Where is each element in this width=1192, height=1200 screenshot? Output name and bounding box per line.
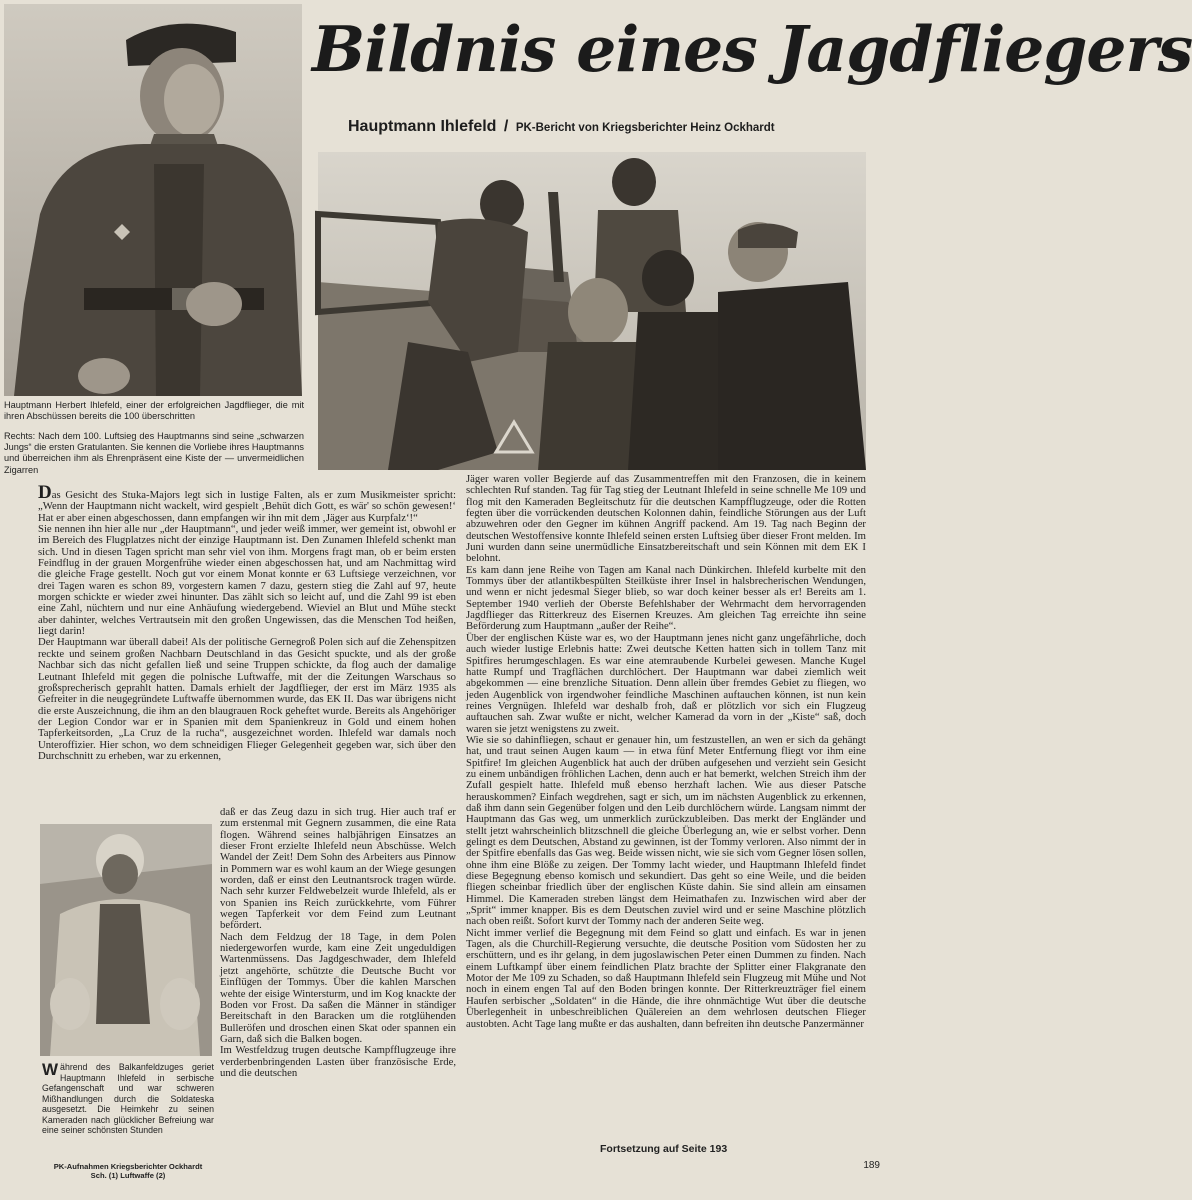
article-column-left-narrow xyxy=(220,807,456,1079)
paragraph: Nach dem Feldzug der 18 Tage, in dem Polen niedergeworfen wurde, kam eine Zeit ungeduldigen Wartenmüssens. Das Jagdgeschwader, dem Ihlefeld jetzt angehörte, schützte die Deutsche Bucht vor Einflügen der Tommys. Über die kahlen Marschen wehte der eisige Wintersturm, und im Kog knackte der Boden vor Frost. Da saßen die Männer in ständiger Bereitschaft in den Baracken um die rotglühenden Bulleröfen und droschen einen Skat oder spannen ein Garn, daß sich die Balken bogen. xyxy=(220,930,456,1045)
paragraph: Im Westfeldzug trugen deutsche Kampfflugzeuge ihre verderbenbringenden Lasten über französische Erde, und die deutschen xyxy=(220,1044,456,1079)
caption-initial: W xyxy=(42,1060,59,1079)
subtitle-separator: / xyxy=(503,118,509,135)
photo-credit xyxy=(42,1162,214,1180)
pilot-photo xyxy=(40,824,212,1056)
group-photo-caption: Rechts: Nach dem 100. Luftsieg des Hauptmanns sind seine „schwarzen Jungs“ die ersten Gratulanten. Sie kennen die Vorliebe ihres Hauptmanns und überreichen ihm als Ehrenpräsent eine Kiste der — unvermeidlichen Zigarren xyxy=(4,431,304,475)
photo-credit-line: Sch. (1) Luftwaffe (2) xyxy=(90,1171,166,1180)
article-column-left xyxy=(38,482,456,762)
pilot-photo-caption xyxy=(42,1062,214,1136)
group-photo xyxy=(318,152,866,470)
paragraph: Über der englischen Küste war es, wo der Hauptmann jenes nicht ganz ungefährliche, doch auch wieder lustige Erlebnis hatte: Zwei deutsche Ketten hatten sich in tollem Tanz mit Spitfires herumgeschlagen. Es war eine atemraubende Kurbelei gewesen. Manche Kugel hatte Rumpf und Tragflächen durchlöchert. Der Hauptmann war dabei ziemlich weit abgekommen — eine brenzliche Situation. Denn allein über fremdes Gebiet zu fliegen, wo jeden Augenblick von irgendwoher feindliche Maschinen auftauchen können, ist nun kein reines Vergnügen. Ihlefeld war deshalb froh, daß er plötzlich vor sich ein Flugzeug auftauchen sah. Zwar wußte er nicht, welcher Kamerad da vorn in der „Kiste“ saß, doch waren sie jetzt wenigstens zu zweit. xyxy=(466,631,866,735)
paragraph: Wie sie so dahinfliegen, schaut er genauer hin, um festzustellen, an wen er sich da gehängt hat, und traut seinen Augen kaum — in etwa fünf Meter Entfernung fliegt vor ihm eine Spitfire! Im gleichen Augenblick hat auch der drüben aufgesehen und verzieht sein Gesicht zu einem unbändigen fröhlichen Lachen, denn auch er hat bemerkt, welchen Streich ihm der Zufall gespielt hatte. Ihlefeld muß ebenso herzhaft lachen. Wie aus dieser Patsche herauskommen? Einfach wegdrehen, sagt er sich, um im nächsten Augenblick zu erkennen, daß ihm dann sein Gegenüber folgen und den Leib durchlöchern würde. Langsam nimmt der Hauptmann das Gas weg, um unmerklich zurückzubleiben. Das merkt der Engländer und stellt jetzt wahrscheinlich blitzschnell die gleiche Überlegung an, wie er selbst vorher. Denn gelingt es dem Deutschen, Abstand zu gewinnen, ist der Tommy verloren. Also nimmt der in der Spitfire ebenfalls das Gas weg. Beide wissen nicht, wie sie sich vom Gegner lösen sollen, ohne ihm eine Blöße zu zeigen. Der Tommy lacht wieder, und Hauptmann Ihlefeld findet diese Begegnung ebenso komisch und sekundiert. Das geht so eine Weile, und die beiden fliegen scheinbar friedlich über der englischen Küste dahin. Sie sind allein am einsamen Himmel. Die Kameraden streben längst dem Heimathafen zu. Inzwischen wird aber der „Sprit“ immer knapper. Bis es dem Deutschen zuviel wird und er seine Maschine plötzlich nach oben reißt. Sofort kurvt der Tommy nach der anderen Seite weg. xyxy=(466,733,866,928)
portrait-photo xyxy=(4,4,302,396)
portrait-caption: Hauptmann Herbert Ihlefeld, einer der erfolgreichen Jagdflieger, die mit ihren Abschüssen bereits die 100 überschritten xyxy=(4,400,304,422)
photo-credit-line: PK-Aufnahmen Kriegsberichter Ockhardt xyxy=(53,1162,203,1171)
caption-text: ährend des Balkanfeldzuges geriet Hauptmann Ihlefeld in serbische Gefangenschaft und war schweren Mißhandlungen durch die Soldateska ausgesetzt. Die Heimkehr zu seinen Kameraden nach glücklicher Befreiung war eine seiner schönsten Stunden xyxy=(42,1062,214,1135)
paragraph: daß er das Zeug dazu in sich trug. Hier auch traf er zum erstenmal mit Gegnern zusammen, die eine Rata flogen. Während seines halbjährigen Einsatzes an dieser Front erzielte Ihlefeld neun Abschüsse. Welch Wandel der Zeit! Dem Sohn des Arbeiters aus Pinnow in Pommern war es wohl kaum an der Wiege gesungen worden, daß er einst den Leutnantsrock tragen würde. Nach sehr kurzer Feldwebelzeit wurde Ihlefeld, als er von Spanien ins Reich zurückkehrte, vom Führer wegen Tapferkeit vor dem Feind zum Leutnant befördert. xyxy=(220,806,456,932)
paragraph: Nicht immer verlief die Begegnung mit dem Feind so glatt und einfach. Es war in jenen Tagen, als die Churchill-Regierung versuchte, die deutsche Position vom Südosten her zu erschüttern, und es ihr gelang, in dem jugoslawischen Peter einen Dummen zu finden. Nach einem Luftkampf über einem feindlichen Platz brachte der Splitter einer Flakgranate den Motor der Me 109 zu Schaden, so daß Hauptmann Ihlefeld sein Flugzeug mit Mühe und Not noch in einem engen Tal auf den Boden bringen konnte. Der Ritterkreuzträger fiel einem Haufen serbischer „Soldaten“ in die Hände, die ihre ohnmächtige Wut über die deutsche Überlegenheit in unbeschreiblichen Quälereien an dem wehrlosen deutschen Flieger austobten. Acht Tage lang mußte er das aushalten, dann befreiten ihn deutsche Panzermänner xyxy=(466,926,866,1030)
page-number: 189 xyxy=(863,1160,880,1171)
continuation-note: Fortsetzung auf Seite 193 xyxy=(600,1143,728,1155)
subtitle-name: Hauptmann Ihlefeld xyxy=(348,118,497,135)
subtitle-byline: PK-Bericht von Kriegsberichter Heinz Ockhardt xyxy=(515,122,775,134)
paragraph-text: as Gesicht des Stuka-Majors legt sich in lustige Falten, als er zum Musikmeister spricht: „Wenn der Hauptmann nicht wackelt, wird gespielt ‚Behüt dich Gott, es wär' so schön gewesen!‘ Hat er aber einen abgeschossen, dann empfangen wir ihn mit dem ‚Jäger aus Kurpfalz‘!“ xyxy=(38,489,456,524)
paragraph: Jäger waren voller Begierde auf das Zusammentreffen mit den Franzosen, die in keinem schlechten Ruf standen. Tag für Tag stieg der Leutnant Ihlefeld in seine schnelle Me 109 und flog mit den Kameraden Begleitschutz für die deutschen Kampfflugzeuge, oder die Rotten fegten über die vorrückenden deutschen Kolonnen dahin, feindliche Störungen aus der Luft abzuwehren oder den Gegner im kühnen Angriff packend. Am 19. Tag nach Beginn der deutschen Westoffensive konnte Ihlefeld seinen ersten Luftsieg über dieser Front melden. Im Juni wurden dann seine unermüdliche Einsatzbereitschaft und sein Können mit dem EK I belohnt. xyxy=(466,473,866,565)
article-column-right xyxy=(466,474,866,1030)
article-title: Bildnis eines Jagdfliegers xyxy=(312,12,1192,86)
dropcap: D xyxy=(38,482,52,503)
paragraph xyxy=(38,482,456,524)
paragraph: Sie nennen ihn hier alle nur „der Hauptmann“, und jeder weiß immer, wer gemeint ist, obwohl er im Bereich des Flugplatzes nicht der einzige Hauptmann ist. Den Zunamen Ihlefeld schenkt man sich. Und in diesen Tagen spricht man sehr viel von ihm. Morgens fragt man, ob er beim ersten Feindflug in der grauen Morgenfrühe wieder einen abgeschossen hat, und am Nachmittag wird die gleiche Frage gestellt. Noch gut vor einem Monat konnte er 63 Luftsiege verzeichnen, vor drei Tagen waren es schon 89, vorgestern kamen 7 dazu, gestern stieg die Zahl auf 97, heute morgen schickte er wieder zwei hinunter. Das zählt sich so leicht auf, und die Zahl 99 ist eben eine Zahl, nüchtern und nur eine Anhäufung wiedergebend. Wieviel an Blut und Mühe steckt aber dahinter, welches Vertrautsein mit den großen Ungewissen, das die Menschen Tod heißen, liegt darin! xyxy=(38,523,456,638)
article-subtitle xyxy=(348,118,908,136)
paragraph: Es kam dann jene Reihe von Tagen am Kanal nach Dünkirchen. Ihlefeld kurbelte mit den Tommys über der atlantikbespülten Steilküste ihrer Insel in halsbrecherischen Wendungen, und wenn er nicht jedesmal Sieger blieb, so war doch keiner besser als er! Bereits am 1. September 1940 verlieh der Oberste Befehlshaber der Wehrmacht dem hervorragenden Jagdflieger das Ritterkreuz des Eisernen Kreuzes. Am gleichen Tag erreichte ihn seine Beförderung zum Hauptmann „außer der Reihe“. xyxy=(466,563,866,633)
paragraph: Der Hauptmann war überall dabei! Als der politische Gernegroß Polen sich auf die Zehenspitzen reckte und seinem großen Nachbarn Deutschland in das Gesicht spuckte, und als der große Nachbar sich das nicht gefallen ließ und seine Truppen schickte, da flog auch der damalige Leutnant Ihlefeld mit gegen die polnische Luftwaffe, mit der die Zeitungen Warschaus so großsprecherisch geprahlt hatten. Damals erhielt der Jagdflieger, der erst im März 1935 als Gefreiter in die neugegründete Luftwaffe übernommen wurde, das EK II. Das war übrigens nicht die erste Auszeichnung, die ihm an den blaugrauen Rock geheftet wurde. Bereits als Angehöriger der Legion Condor war er in Spanien mit dem Spanienkreuz in Gold und einem hohen Tapferkeitsorden, „La Cruz de la rucha“, ausgezeichnet worden. Ihlefeld war damals noch Unteroffizier. Hier schon, wo dem schneidigen Flieger Gelegenheit gegeben war, sich über den Durchschnitt zu erheben, war zu erkennen, xyxy=(38,636,456,762)
